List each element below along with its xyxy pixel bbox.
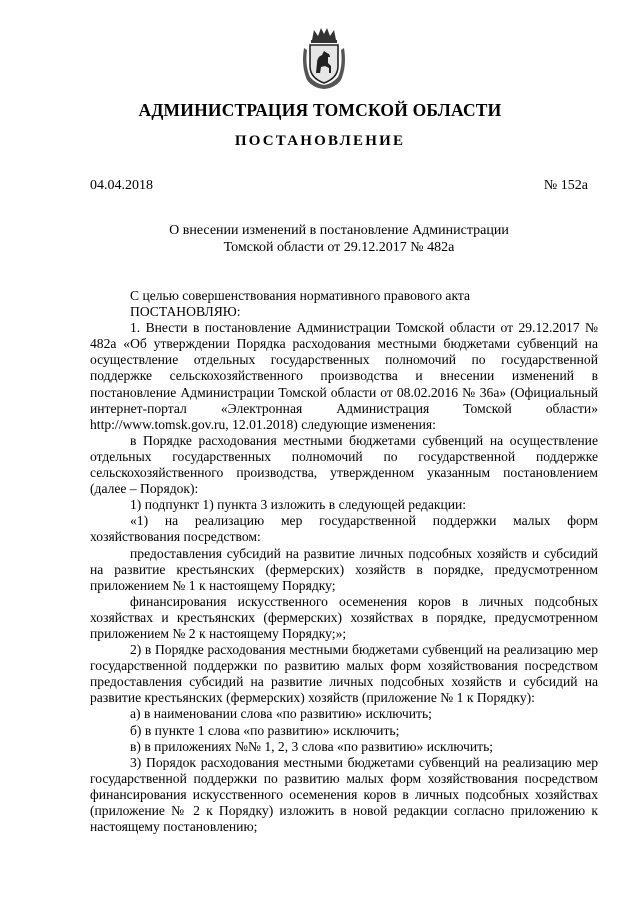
document-type: ПОСТАНОВЛЕНИЕ: [234, 133, 406, 149]
body-paragraph: а) в наименовании слова «по развитию» исключить;: [130, 706, 432, 722]
body-paragraph: 1) подпункт 1) пункта 3 изложить в следующей редакции:: [130, 497, 467, 513]
body-paragraph: в) в приложениях №№ 1, 2, 3 слова «по развитию» исключить;: [130, 738, 494, 754]
organization-title: АДМИНИСТРАЦИЯ ТОМСКОЙ ОБЛАСТИ: [138, 100, 502, 120]
body-paragraph: финансирования искусственного осеменения коров в личных подсобных хозяйствах и крестьянских (фермерских) хозяйствах в порядке, предусмотренном приложением № 2 к настоящему Порядку;»;: [90, 593, 598, 641]
body-paragraph: «1) на реализацию мер государственной поддержки малых форм хозяйствования посредством:: [90, 513, 598, 545]
resolution-keyword: ПОСТАНОВЛЯЮ:: [130, 304, 241, 320]
body-paragraph: 1. Внести в постановление Администрации Томской области от 29.12.2017 № 482а «Об утверждении Порядка расходования местными бюджетами субвенций на осуществление отдельных государственных полномочий по государственной поддержке сельскохозяйственного производства и внесении изменений в постановление Администрации Томской области от 08.02.2016 № 36а» (Официальный интернет-портал «Электронная Администрация Томской области» http://www.tomsk.gov.ru, 12.01.2018) следующие изменения:: [90, 320, 598, 432]
body-paragraph: 2) в Порядке расходования местными бюджетами субвенций на реализацию мер государственной поддержки по развитию малых форм хозяйствования посредством предоставления субсидий на развитие личных подсобных хозяйств и субсидий на развитие крестьянских (фермерских) хозяйств (приложение № 1 к Порядку):: [90, 642, 598, 706]
body-paragraph: С целью совершенствования нормативного правового акта: [130, 288, 471, 303]
document-date: 04.04.2018: [90, 178, 153, 193]
tomsk-region-coat-of-arms-icon: [301, 26, 347, 90]
document-body: [90, 288, 598, 835]
subject-line: О внесении изменений в постановление Администрации: [169, 223, 509, 238]
body-paragraph: б) в пункте 1 слова «по развитию» исключить;: [130, 722, 400, 738]
subject-line: Томской области от 29.12.2017 № 482а: [223, 240, 455, 255]
body-paragraph: 3) Порядок расходования местными бюджетами субвенций на реализацию мер государственной поддержки по развитию малых форм хозяйствования посредством финансирования искусственного осеменения коров в личных подсобных хозяйствах (приложение № 2 к Порядку) изложить в новой редакции согласно приложению к настоящему постановлению;: [90, 754, 598, 835]
document-number: № 152а: [543, 178, 588, 193]
body-paragraph: предоставления субсидий на развитие личных подсобных хозяйств и субсидий на развитие крестьянских (фермерских) хозяйств в порядке, предусмотренном приложением № 1 к настоящему Порядку;: [90, 545, 598, 593]
body-paragraph: в Порядке расходования местными бюджетами субвенций на осуществление отдельных государственных полномочий по государственной поддержке сельскохозяйственного производства, утвержденном указанным постановлением (далее – Порядок):: [90, 432, 598, 497]
document-subject: [90, 222, 588, 256]
